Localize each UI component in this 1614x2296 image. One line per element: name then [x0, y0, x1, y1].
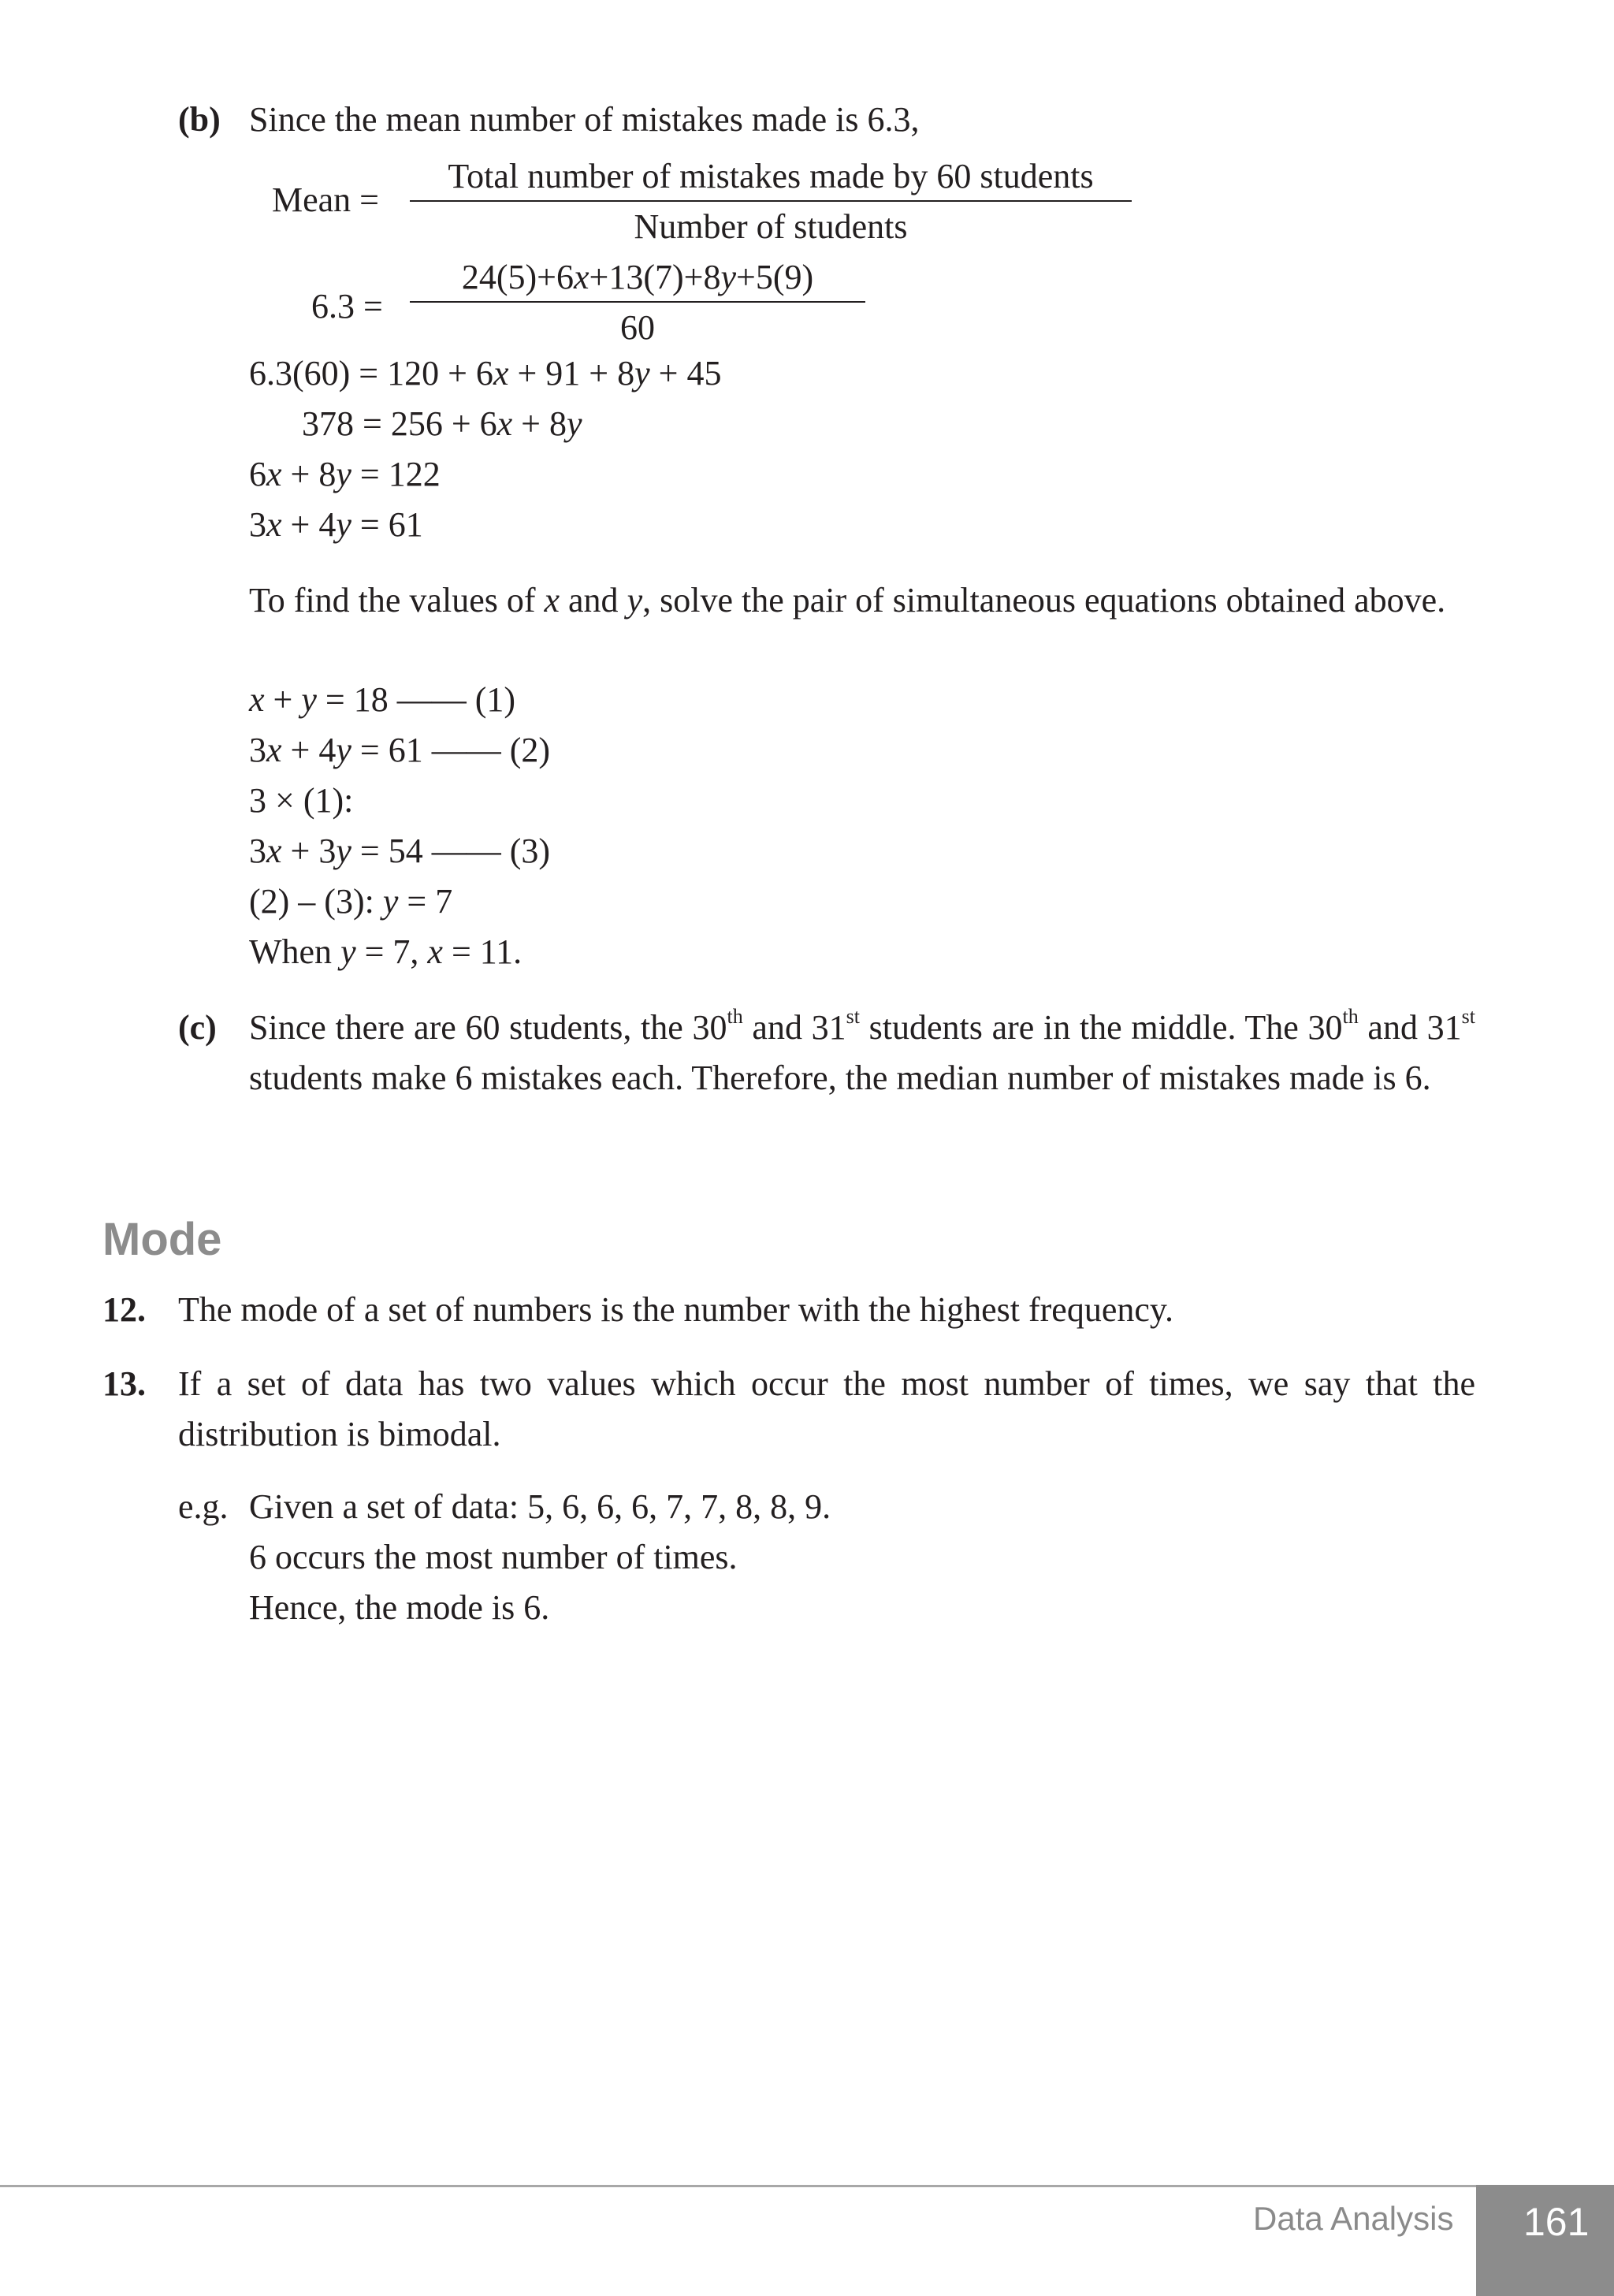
equation-label: 6.3 = [311, 287, 383, 326]
equation-denominator: 60 [620, 308, 655, 347]
item-12-number: 12. [102, 1290, 146, 1329]
solution-line-4: 3x + 3y = 54 —— (3) [249, 832, 551, 870]
example-label: e.g. [178, 1487, 229, 1526]
section-heading: Mode [102, 1214, 222, 1265]
part-c-label: (c) [178, 1008, 217, 1047]
mean-label: Mean = [272, 180, 379, 219]
step-4: 3x + 4y = 61 [249, 505, 423, 544]
mean-fraction [410, 159, 1132, 244]
solution-line-6: When y = 7, x = 11. [249, 932, 523, 971]
footer-chapter-title: Data Analysis [1253, 2200, 1454, 2237]
step-3: 6x + 8y = 122 [249, 455, 441, 493]
part-b-label: (b) [178, 100, 221, 139]
step-2: 378 = 256 + 6x + 8y [302, 404, 582, 443]
solve-paragraph: To find the values of x and y, solve the pair of simultaneous equations obtained above. [249, 581, 1446, 620]
item-13-number: 13. [102, 1364, 146, 1403]
item-13-text: If a set of data has two values which occur the most number of times, we say that the distribution is bimodal. [178, 1364, 1475, 1453]
part-b-intro: Since the mean number of mistakes made is 6.3, [249, 100, 920, 139]
solution-line-5: (2) – (3): y = 7 [249, 882, 453, 921]
step-1: 6.3(60) = 120 + 6x + 91 + 8y + 45 [249, 354, 722, 393]
example-line-3: Hence, the mode is 6. [249, 1588, 550, 1627]
solution-line-1: x + y = 18 —— (1) [249, 680, 516, 719]
page-number-box [1476, 2185, 1614, 2296]
page-number: 161 [1523, 2200, 1590, 2244]
example-line-2: 6 occurs the most number of times. [249, 1538, 738, 1576]
mean-denominator: Number of students [634, 207, 908, 246]
item-12-text: The mode of a set of numbers is the number with the highest frequency. [178, 1290, 1174, 1329]
part-c-paragraph: Since there are 60 students, the 30th and 31st students are in the middle. The 30th and 31st students make 6 mistakes each. Therefore, the median number of mistakes made is 6. [249, 1005, 1475, 1097]
equation-fraction [410, 260, 865, 345]
example-line-1: Given a set of data: 5, 6, 6, 6, 7, 7, 8, 8, 9. [249, 1487, 831, 1526]
equation-numerator: 24(5)+6x+13(7)+8y+5(9) [410, 260, 865, 303]
solution-line-3: 3 × (1): [249, 781, 354, 820]
solution-line-2: 3x + 4y = 61 —— (2) [249, 731, 551, 769]
footer-divider [0, 2185, 1476, 2187]
mean-numerator: Total number of mistakes made by 60 students [410, 159, 1132, 202]
